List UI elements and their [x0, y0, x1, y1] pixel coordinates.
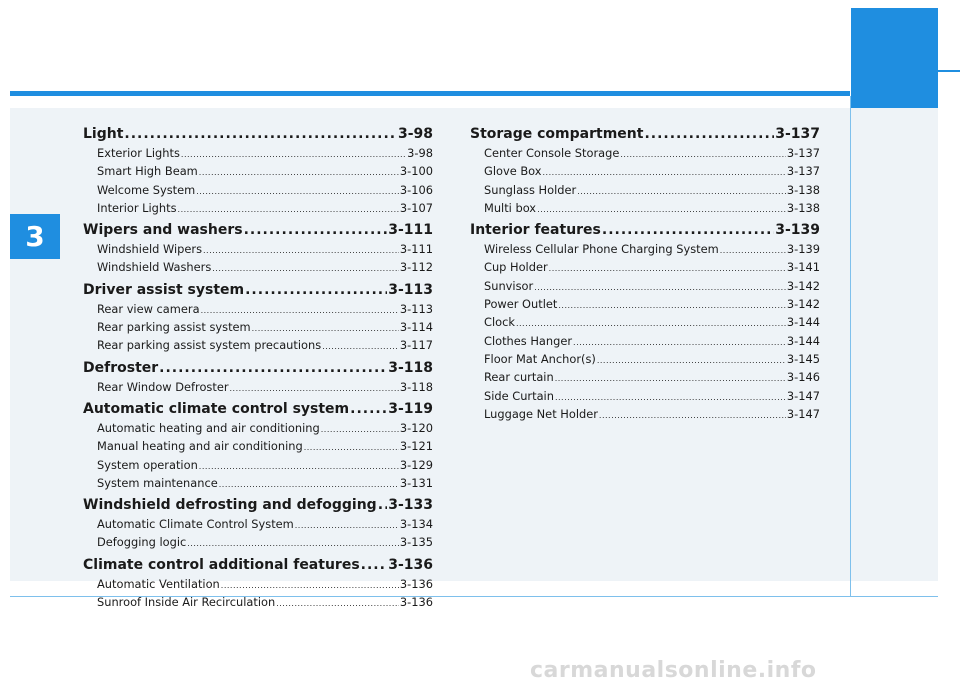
leader-dots: [573, 334, 786, 351]
toc-item-title: Rear view camera: [97, 301, 200, 316]
toc-item-page: 3-142: [786, 297, 820, 312]
toc-item-page: 3-98: [407, 146, 433, 160]
leader-dots: [558, 297, 786, 314]
toc-item-title: Clock: [484, 315, 515, 330]
toc-item-page: 3-117: [399, 338, 433, 353]
toc-item-title: Exterior Lights: [97, 146, 180, 160]
leader-dots: [577, 183, 786, 200]
toc-item-page: 3-145: [786, 351, 820, 366]
leader-dots: [221, 577, 399, 594]
toc-item-page: 3-142: [786, 278, 820, 293]
toc-section-title: Interior features: [470, 222, 601, 239]
leader-dots: [543, 164, 786, 181]
toc-item-page: 3-100: [399, 164, 433, 179]
toc-item[interactable]: [83, 576, 433, 594]
toc-item-page: 3-129: [399, 457, 433, 472]
toc-section[interactable]: [83, 123, 433, 145]
toc-section-page: 3-137: [775, 126, 820, 142]
toc-section-title: Windshield defrosting and defogging: [83, 497, 377, 514]
toc-item-title: Center Console Storage: [484, 146, 620, 160]
toc-item-page: 3-147: [786, 406, 820, 421]
toc-section-page: 3-113: [388, 281, 433, 298]
toc-item-page: 3-107: [399, 200, 433, 215]
toc-item[interactable]: [470, 182, 820, 200]
leader-dots: [599, 407, 786, 424]
leader-dots: [201, 302, 399, 319]
leader-dots: [720, 242, 786, 259]
toc-item-title: Rear curtain: [484, 370, 554, 385]
toc-section[interactable]: [83, 398, 433, 420]
toc-item-title: Multi box: [484, 200, 537, 215]
leader-dots: [555, 389, 786, 406]
toc-item-title: Side Curtain: [484, 388, 554, 403]
leader-dots: [252, 320, 399, 337]
leader-dots: [244, 219, 388, 241]
toc-section[interactable]: [83, 279, 433, 301]
leader-dots: [199, 458, 399, 475]
leader-dots: [516, 315, 786, 332]
toc-item[interactable]: [470, 278, 820, 296]
toc-item[interactable]: [83, 241, 433, 259]
toc-item[interactable]: [470, 351, 820, 369]
leader-dots: [549, 260, 786, 277]
toc-item-title: Floor Mat Anchor(s): [484, 351, 596, 366]
toc-section[interactable]: [83, 554, 433, 576]
toc-item-title: Interior Lights: [97, 200, 177, 215]
toc-item[interactable]: [83, 534, 433, 552]
leader-dots: [245, 279, 387, 301]
toc-item-title: Sunglass Holder: [484, 182, 577, 197]
toc-item-page: 3-120: [399, 420, 433, 435]
toc-item-title: Sunvisor: [484, 278, 534, 293]
toc-item-title: Rear parking assist system: [97, 320, 251, 335]
toc-item-page: 3-139: [786, 242, 820, 257]
toc-item-title: Wireless Cellular Phone Charging System: [484, 242, 719, 257]
toc-item-page: 3-136: [399, 576, 433, 591]
toc-section[interactable]: [470, 219, 820, 241]
leader-dots: [219, 476, 399, 493]
toc-item-title: Sunroof Inside Air Recirculation: [97, 595, 276, 610]
toc-item[interactable]: [83, 337, 433, 355]
toc-item[interactable]: [83, 200, 433, 218]
toc-item[interactable]: [83, 379, 433, 397]
leader-dots: [295, 517, 399, 534]
toc-item-title: Power Outlet: [484, 297, 558, 312]
toc-item-title: System maintenance: [97, 475, 218, 490]
toc-item-page: 3-114: [399, 320, 433, 335]
leader-dots: [644, 123, 774, 145]
toc-section-page: 3-139: [775, 222, 820, 239]
toc-item-page: 3-121: [399, 439, 433, 454]
leader-dots: [196, 183, 399, 200]
toc-item-page: 3-113: [399, 301, 433, 316]
toc-section[interactable]: [470, 123, 820, 145]
toc-section-page: 3-98: [397, 126, 433, 142]
toc-section[interactable]: [83, 357, 433, 379]
toc-item[interactable]: [470, 369, 820, 387]
toc-item-page: 3-135: [399, 535, 433, 550]
toc-item-page: 3-141: [786, 260, 820, 275]
toc-item-title: Automatic heating and air conditioning: [97, 420, 320, 435]
leader-dots: [597, 352, 786, 369]
leader-dots: [187, 535, 399, 552]
toc-item[interactable]: [470, 388, 820, 406]
leader-dots: [199, 164, 399, 181]
toc-left-column: [83, 122, 433, 612]
toc-item-title: Luggage Net Holder: [484, 406, 598, 421]
toc-item-page: 3-118: [399, 379, 433, 394]
toc-item[interactable]: [83, 420, 433, 438]
toc-item-title: Cup Holder: [484, 260, 548, 275]
chapter-number-tab: 3: [10, 214, 60, 259]
toc-item-page: 3-147: [786, 388, 820, 403]
toc-item-page: 3-131: [399, 475, 433, 490]
toc-item-page: 3-138: [786, 182, 820, 197]
toc-item[interactable]: [83, 319, 433, 337]
leader-dots: [321, 421, 399, 438]
toc-section-title: Driver assist system: [83, 281, 245, 298]
toc-item[interactable]: [83, 594, 433, 612]
toc-item-page: 3-112: [399, 260, 433, 275]
toc-section-page: 3-118: [388, 359, 433, 376]
toc-item[interactable]: [83, 182, 433, 200]
toc-section[interactable]: [83, 219, 433, 241]
toc-item-title: Windshield Washers: [97, 260, 212, 275]
toc-section-title: Wipers and washers: [83, 222, 243, 239]
toc-item-title: Glove Box: [484, 164, 542, 179]
leader-dots: [555, 370, 786, 387]
leader-dots: [230, 380, 399, 397]
toc-item-page: 3-146: [786, 370, 820, 385]
leader-dots: [304, 439, 399, 456]
toc-section-title: Light: [83, 126, 124, 142]
toc-item-page: 3-144: [786, 333, 820, 348]
toc-item[interactable]: [470, 200, 820, 218]
toc-section-title: Automatic climate control system: [83, 400, 350, 417]
toc-item-title: Windshield Wipers: [97, 242, 203, 257]
leader-dots: [537, 201, 786, 218]
toc-item-page: 3-111: [399, 242, 433, 257]
toc-section-title: Defroster: [83, 359, 159, 376]
leader-dots: [276, 595, 399, 612]
leader-dots: [212, 260, 399, 277]
margin-line: [850, 96, 851, 596]
toc-section-title: Climate control additional features: [83, 556, 360, 573]
toc-section-page: 3-136: [388, 556, 433, 573]
toc-item-page: 3-136: [399, 595, 433, 610]
toc-item[interactable]: [83, 457, 433, 475]
toc-item[interactable]: [83, 475, 433, 493]
toc-item[interactable]: [470, 333, 820, 351]
toc-item[interactable]: [470, 259, 820, 277]
toc-item[interactable]: [470, 163, 820, 181]
leader-dots: [181, 146, 406, 163]
toc-item-title: Welcome System: [97, 182, 196, 197]
leader-dots: [350, 398, 387, 420]
toc-item-title: Smart High Beam: [97, 164, 198, 179]
toc-item[interactable]: [83, 301, 433, 319]
leader-dots: [124, 123, 397, 145]
toc-item[interactable]: [470, 314, 820, 332]
toc-right-column: [470, 122, 820, 424]
toc-item-title: Clothes Hanger: [484, 333, 573, 348]
toc-item-page: 3-134: [399, 517, 433, 532]
toc-item[interactable]: [83, 438, 433, 456]
leader-dots: [178, 201, 399, 218]
toc-section[interactable]: [83, 494, 433, 516]
toc-section-page: 3-119: [388, 400, 433, 417]
corner-tab: [851, 8, 938, 108]
leader-dots: [602, 219, 774, 241]
toc-item-title: Rear Window Defroster: [97, 379, 229, 394]
toc-item-page: 3-106: [399, 182, 433, 197]
toc-item[interactable]: [83, 145, 433, 163]
toc-item-page: 3-137: [786, 146, 820, 160]
toc-item-title: System operation: [97, 457, 198, 472]
toc-item[interactable]: [470, 241, 820, 259]
toc-item-page: 3-138: [786, 200, 820, 215]
toc-item-title: Defogging logic: [97, 535, 187, 550]
leader-dots: [378, 494, 388, 516]
toc-item-title: Manual heating and air conditioning: [97, 439, 303, 454]
toc-item-title: Automatic Ventilation: [97, 576, 220, 591]
toc-item[interactable]: [470, 296, 820, 314]
toc-item[interactable]: [470, 406, 820, 424]
leader-dots: [361, 554, 388, 576]
toc-item[interactable]: [83, 163, 433, 181]
header-rule-right: [938, 70, 960, 72]
toc-item-page: 3-144: [786, 315, 820, 330]
leader-dots: [322, 338, 399, 355]
toc-item[interactable]: [470, 145, 820, 163]
header-rule: [10, 91, 850, 96]
toc-item[interactable]: [83, 259, 433, 277]
watermark: carmanualsonline.info: [530, 658, 817, 683]
toc-section-page: 3-111: [388, 222, 433, 239]
leader-dots: [159, 357, 387, 379]
toc-section-title: Storage compartment: [470, 126, 644, 142]
leader-dots: [534, 279, 786, 296]
toc-section-page: 3-133: [388, 497, 433, 514]
toc-item-page: 3-137: [786, 164, 820, 179]
toc-item-title: Automatic Climate Control System: [97, 517, 294, 532]
leader-dots: [203, 242, 399, 259]
toc-item[interactable]: [83, 516, 433, 534]
toc-item-title: Rear parking assist system precautions: [97, 338, 322, 353]
leader-dots: [620, 146, 786, 163]
